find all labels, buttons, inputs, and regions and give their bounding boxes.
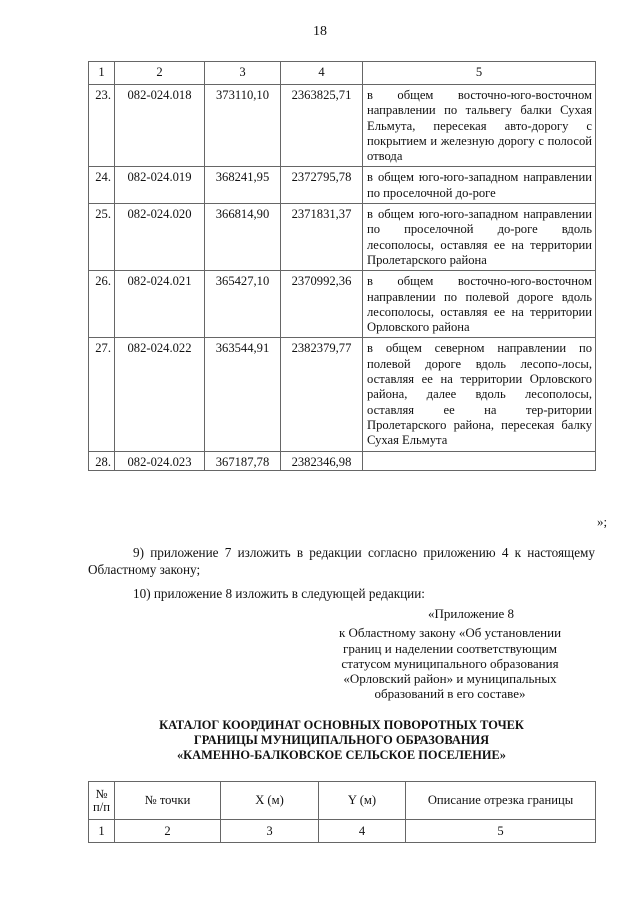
segment-description: в общем юго-юго-западном направлении по проселочной до-роге вдоль лесополосы, оставляя ее на территории Пролетарского района	[363, 204, 596, 271]
y-coordinate: 2382346,98	[281, 451, 363, 470]
table-row	[89, 451, 596, 470]
appendix-heading	[300, 606, 600, 702]
header-cell-2: 2	[115, 62, 205, 85]
y-coordinate: 2370992,36	[281, 271, 363, 338]
catalog-title-line: ГРАНИЦЫ МУНИЦИПАЛЬНОГО ОБРАЗОВАНИЯ	[193, 733, 490, 747]
row-number: 23.	[89, 85, 115, 167]
catalog-title	[88, 718, 595, 763]
column-header-number-line1: №	[95, 786, 108, 801]
table-row	[89, 167, 596, 204]
table-header-row	[89, 62, 596, 85]
appendix-line: образований в его составе»	[374, 686, 526, 702]
point-id: 082-024.018	[115, 85, 205, 167]
point-id: 082-024.020	[115, 204, 205, 271]
header-cell-4: 4	[281, 62, 363, 85]
x-coordinate: 368241,95	[205, 167, 281, 204]
column-header-point: № точки	[115, 782, 221, 820]
table-row	[89, 271, 596, 338]
y-coordinate: 2372795,78	[281, 167, 363, 204]
header-cell-1: 1	[89, 62, 115, 85]
x-coordinate: 366814,90	[205, 204, 281, 271]
row-number: 26.	[89, 271, 115, 338]
table-row	[89, 338, 596, 451]
x-coordinate: 365427,10	[205, 271, 281, 338]
column-index-row	[89, 820, 596, 843]
point-id: 082-024.019	[115, 167, 205, 204]
x-coordinate: 363544,91	[205, 338, 281, 451]
y-coordinate: 2363825,71	[281, 85, 363, 167]
table-row	[89, 85, 596, 167]
paragraph-9: 9) приложение 7 изложить в редакции согласно приложению 4 к настоящему Областному закону;	[88, 545, 595, 577]
index-cell-4: 4	[319, 820, 406, 843]
column-header-y: Y (м)	[319, 782, 406, 820]
table-header-row	[89, 782, 596, 820]
closing-quote: »;	[597, 514, 608, 529]
coordinates-table	[88, 781, 596, 843]
index-cell-1: 1	[89, 820, 115, 843]
appendix-line: границ и наделении соответствующим	[343, 640, 557, 656]
index-cell-3: 3	[221, 820, 319, 843]
column-header-x: X (м)	[221, 782, 319, 820]
segment-description: в общем восточно-юго-восточном направлении по тальвегу балки Сухая Ельмута, пересекая авто-дорогу с покрытием и железную дорогу с полосой отвода	[363, 85, 596, 167]
appendix-line: статусом муниципального образования	[341, 655, 559, 671]
column-header-number-line2: п/п	[93, 799, 110, 814]
segment-description: в общем восточно-юго-восточном направлении по полевой дороге вдоль лесополосы, оставляя ее на территории Орловского района	[363, 271, 596, 338]
coordinates-table-continued	[88, 61, 596, 471]
x-coordinate: 367187,78	[205, 451, 281, 470]
appendix-line: к Областному закону «Об установлении	[338, 625, 562, 641]
appendix-title: «Приложение 8	[427, 606, 515, 621]
catalog-title-line: «КАМЕННО-БАЛКОВСКОЕ СЕЛЬСКОЕ ПОСЕЛЕНИЕ»	[176, 748, 507, 762]
column-header-number	[89, 782, 115, 820]
column-header-description: Описание отрезка границы	[406, 782, 596, 820]
point-id: 082-024.021	[115, 271, 205, 338]
header-cell-3: 3	[205, 62, 281, 85]
segment-description: в общем северном направлении по полевой дороге вдоль лесопо-лосы, оставляя ее на территории Орловского района, далее вдоль лесополосы, оставляя ее на тер-ритории Пролетарского района, пересекая балку Сухая Ельмута	[363, 338, 596, 451]
row-number: 27.	[89, 338, 115, 451]
index-cell-5: 5	[406, 820, 596, 843]
point-id: 082-024.022	[115, 338, 205, 451]
page-number: 18	[313, 24, 327, 39]
segment-description: в общем юго-юго-западном направлении по проселочной до-роге	[363, 167, 596, 204]
x-coordinate: 373110,10	[205, 85, 281, 167]
catalog-title-line: КАТАЛОГ КООРДИНАТ ОСНОВНЫХ ПОВОРОТНЫХ ТОЧЕК	[159, 718, 524, 732]
table-row	[89, 204, 596, 271]
appendix-line: «Орловский район» и муниципальных	[343, 671, 557, 687]
header-cell-5: 5	[363, 62, 596, 85]
y-coordinate: 2382379,77	[281, 338, 363, 451]
row-number: 24.	[89, 167, 115, 204]
point-id: 082-024.023	[115, 451, 205, 470]
row-number: 25.	[89, 204, 115, 271]
row-number: 28.	[89, 451, 115, 470]
index-cell-2: 2	[115, 820, 221, 843]
y-coordinate: 2371831,37	[281, 204, 363, 271]
segment-description	[363, 451, 596, 470]
paragraph-10: 10) приложение 8 изложить в следующей редакции:	[133, 586, 425, 601]
